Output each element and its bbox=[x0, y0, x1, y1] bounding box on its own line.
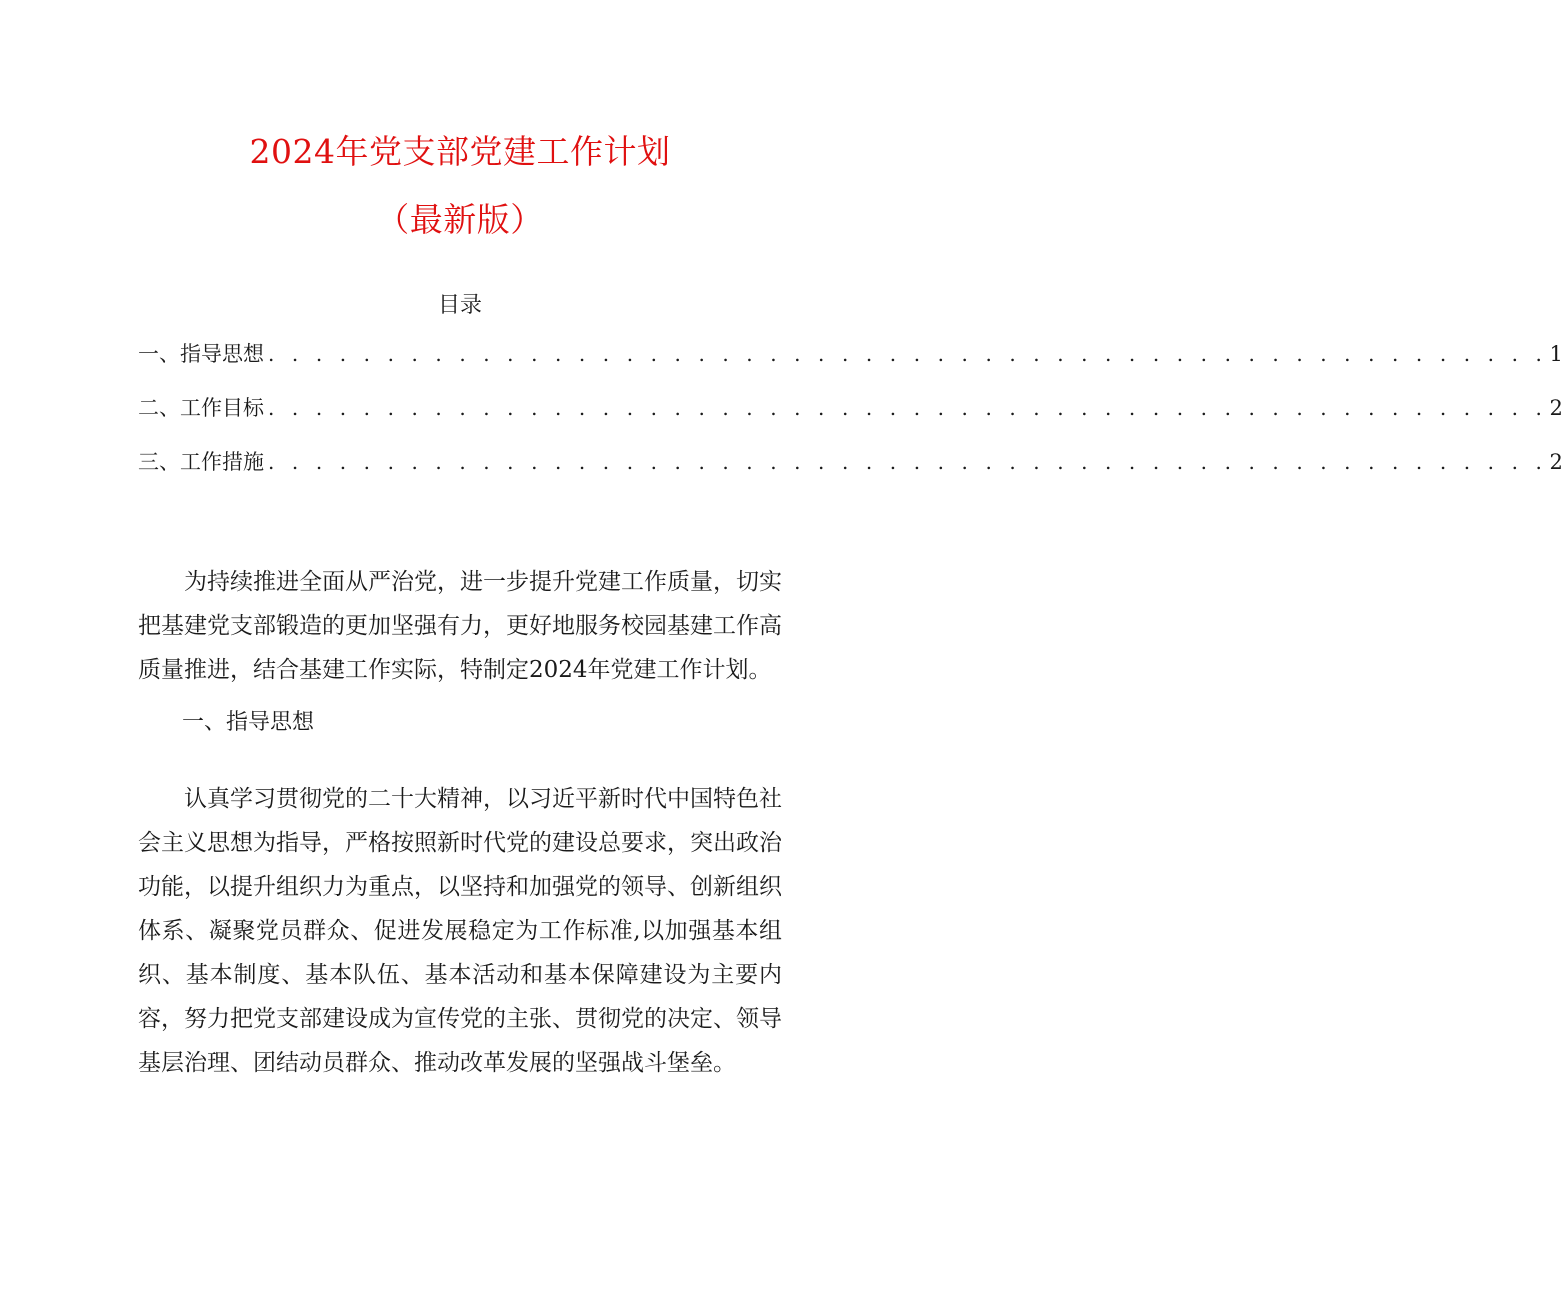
toc-leader-dots: . . . . . . . . . . . . . . . . . . . . . . . . . . . . . . . . . . . . . . . . . . . . . . . . . . . . . . bbox=[268, 342, 1548, 366]
toc-leader-dots: . . . . . . . . . . . . . . . . . . . . . . . . . . . . . . . . . . . . . . . . . . . . . . . . . . . . . . bbox=[268, 396, 1548, 420]
section-heading-guiding-ideology: 一、指导思想 bbox=[182, 710, 315, 735]
toc-leader-dots: . . . . . . . . . . . . . . . . . . . . . . . . . . . . . . . . . . . . . . . . . . . . . . . . . . . . . . bbox=[268, 450, 1548, 474]
toc-entry-page: 2 bbox=[1549, 396, 1563, 420]
toc-entry-label: 二、工作目标 bbox=[138, 396, 264, 420]
toc-entry-page: 1 bbox=[1549, 342, 1563, 366]
toc-heading: 目录 bbox=[437, 293, 482, 318]
toc-entry-page: 2 bbox=[1549, 450, 1563, 474]
toc-entry[interactable] bbox=[138, 446, 1563, 500]
toc-entry[interactable] bbox=[138, 392, 1563, 446]
document-title: 2024年党支部党建工作计划 bbox=[249, 132, 671, 171]
toc-entry-label: 一、指导思想 bbox=[138, 342, 264, 366]
intro-paragraph: 为持续推进全面从严治党，进一步提升党建工作质量，切实把基建党支部锻造的更加坚强有力，更好地服务校园基建工作高质量推进，结合基建工作实际，特制定2024年党建工作计划。 bbox=[138, 569, 782, 683]
toc-entry-label: 三、工作措施 bbox=[138, 450, 264, 474]
section-paragraph-guiding-ideology: 认真学习贯彻党的二十大精神，以习近平新时代中国特色社会主义思想为指导，严格按照新时代党的建设总要求，突出政治功能，以提升组织力为重点，以坚持和加强党的领导、创新组织体系、凝聚党员群众、促进发展稳定为工作标准,以加强基本组织、基本制度、基本队伍、基本活动和基本保障建设为主要内容，努力把党支部建设成为宣传党的主张、贯彻党的决定、领导基层治理、团结动员群众、推动改革发展的坚强战斗堡垒。 bbox=[138, 786, 782, 1076]
document-subtitle: （最新版） bbox=[376, 200, 544, 239]
toc-entry[interactable] bbox=[138, 338, 1563, 392]
table-of-contents bbox=[138, 338, 1563, 500]
